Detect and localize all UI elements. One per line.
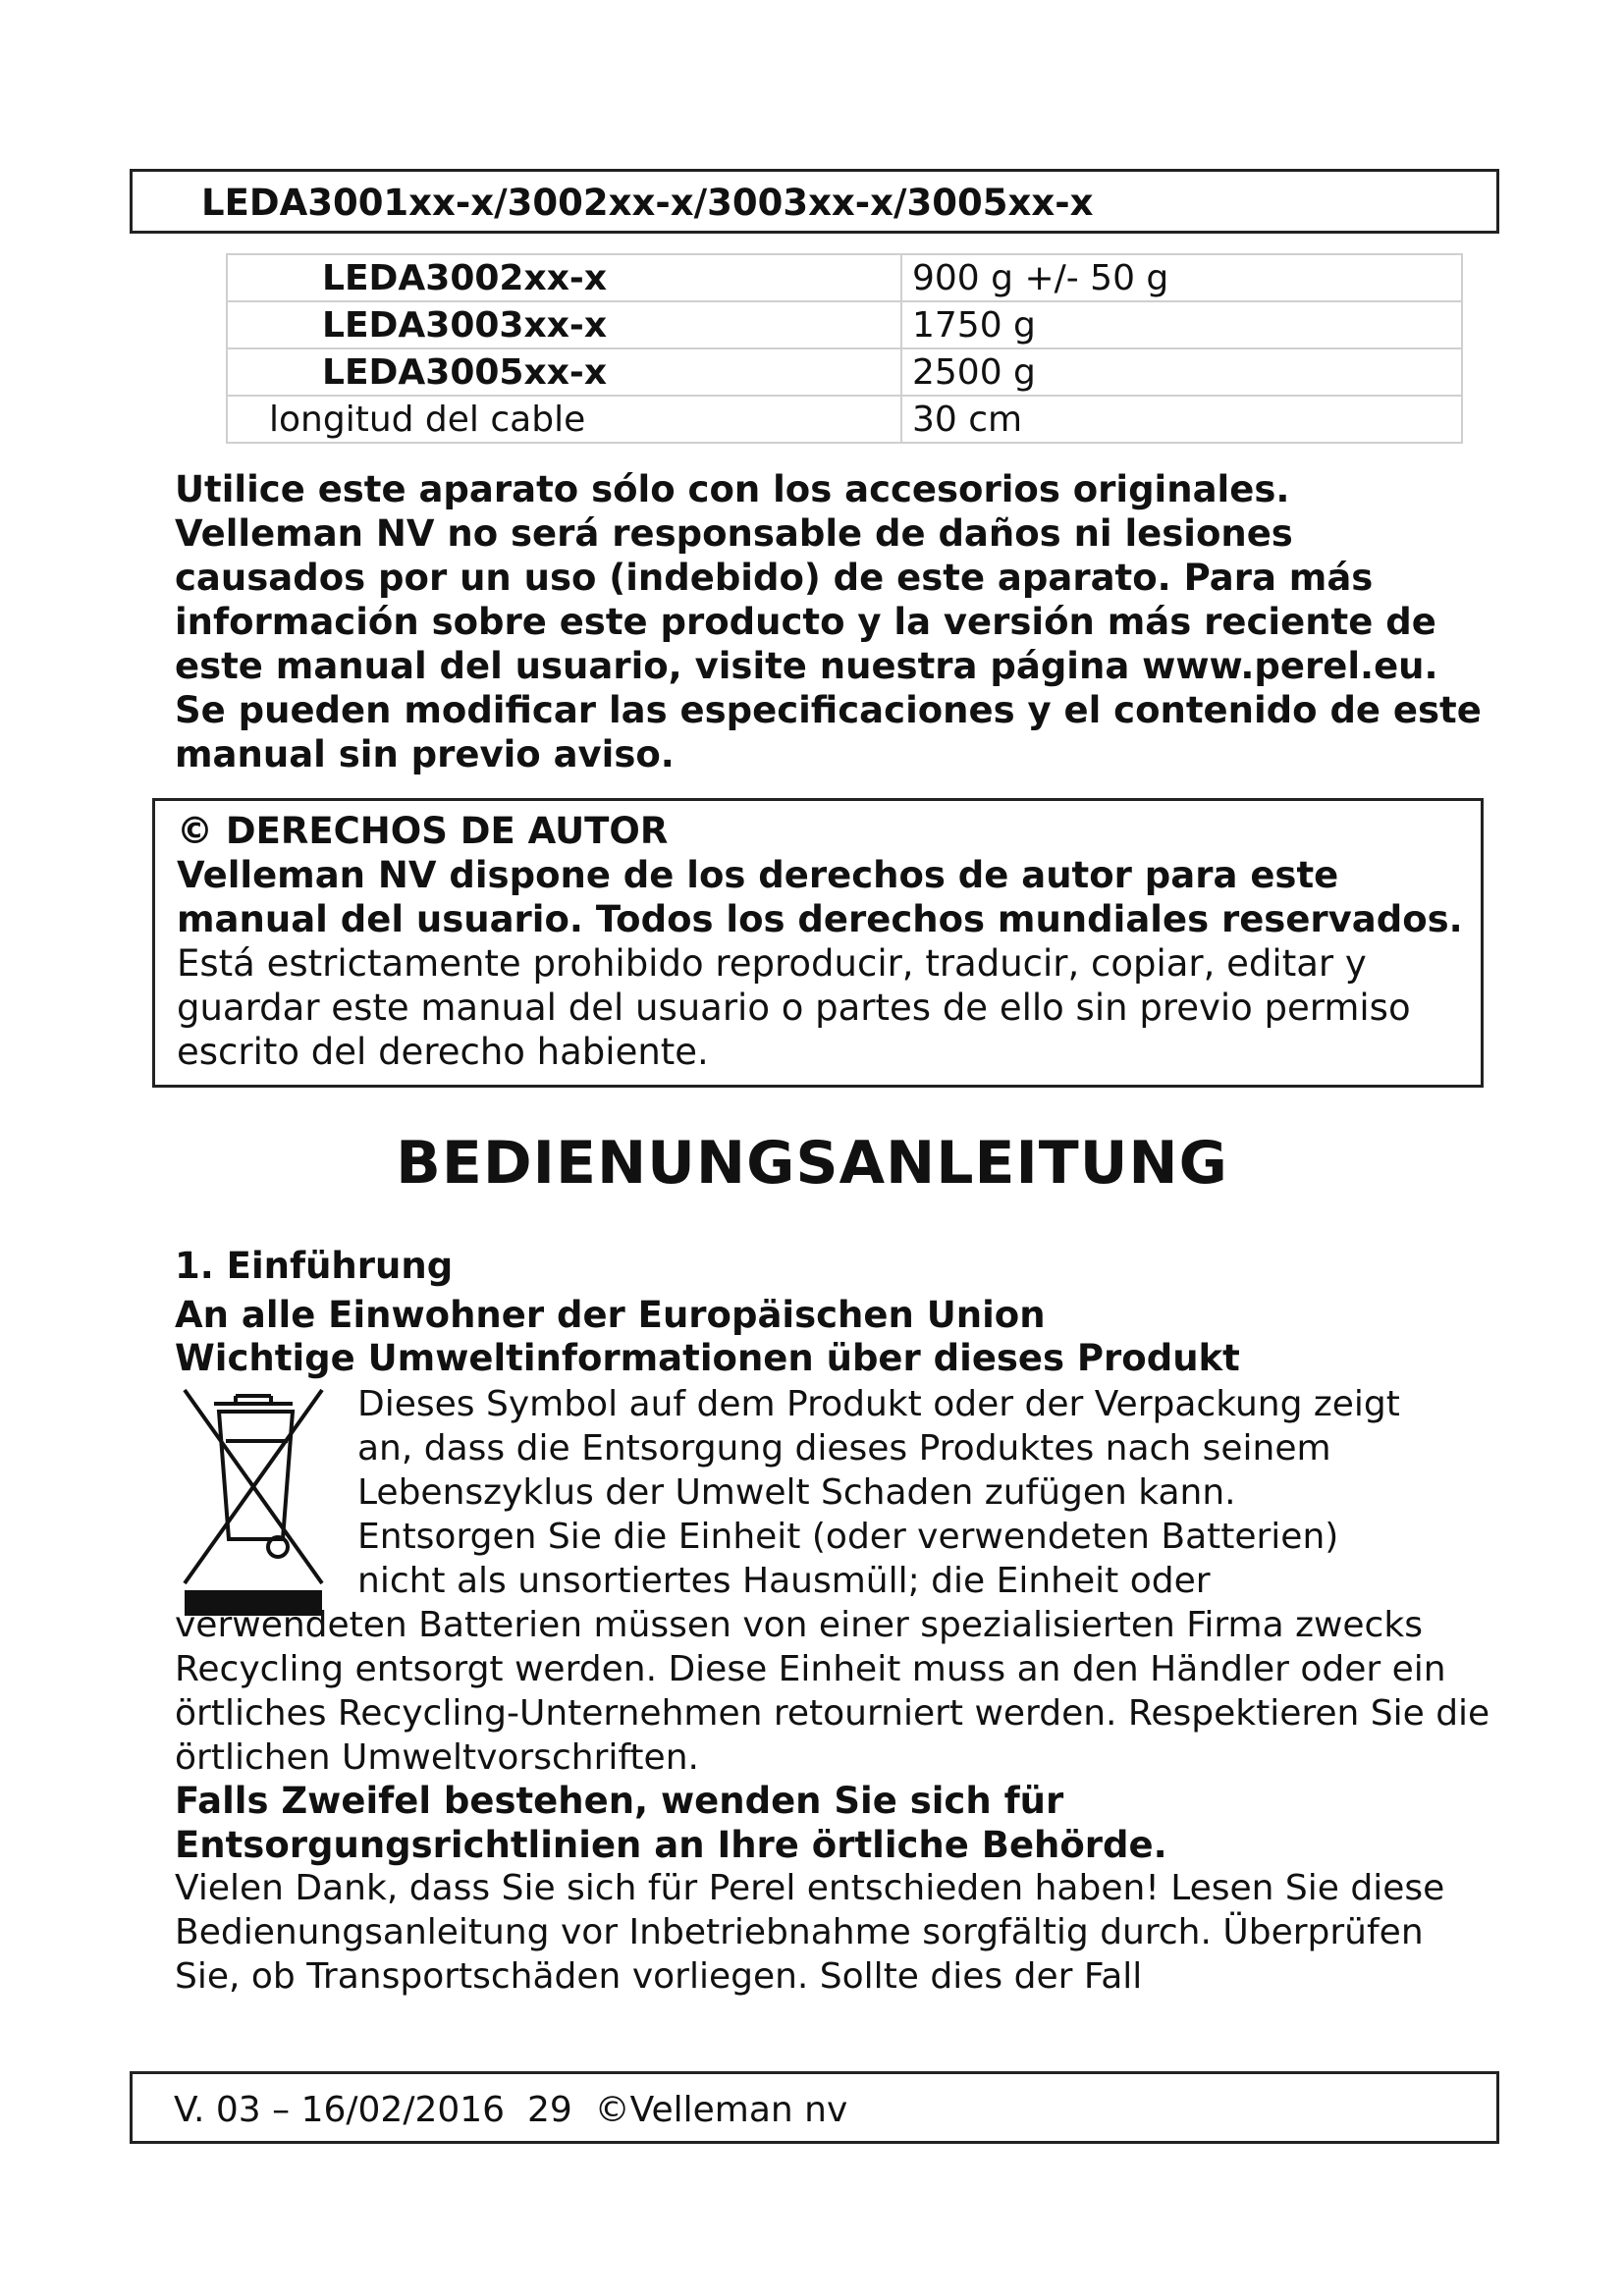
authority-warning: Falls Zweifel bestehen, wenden Sie sich für Entsorgungsrichtlinien an Ihre örtliche Behörde. [175,1780,1167,1866]
model-value: 900 g +/- 50 g [901,254,1462,301]
copyright-normal-text: Está estrictamente prohibido reproducir, traducir, copiar, editar y guardar este manual del usuario o partes de ello sin previo permiso escrito del derecho habiente. [177,942,1411,1073]
subheading-eu-residents: An alle Einwohner der Europäischen Union [175,1294,1046,1336]
model-label: LEDA3002xx-x [227,254,901,301]
table-row [227,396,1462,443]
table-row [227,254,1462,301]
env-line: Lebenszyklus der Umwelt Schaden zufügen kann. [357,1472,1236,1513]
model-value: 1750 g [901,301,1462,348]
footer-text: V. 03 – 16/02/2016 29 ©Velleman nv [174,2090,848,2130]
env-line: nicht als unsortiertes Hausmüll; die Einheit oder [357,1561,1211,1601]
environment-text-continued: verwendeten Batterien müssen von einer spezialisierten Firma zwecks Recycling entsorgt werden. Diese Einheit muss an den Händler oder ein örtliches Recycling-Unternehmen retourniert werden. Respektieren Sie die örtlichen Umweltvorschriften. [175,1605,1490,1778]
environment-text-beside-icon [357,1382,1400,1603]
env-line: Dieses Symbol auf dem Produkt oder der Verpackung zeigt [357,1384,1400,1424]
env-line: Entsorgen Sie die Einheit (oder verwendeten Batterien) [357,1517,1339,1557]
subheading-environment: Wichtige Umweltinformationen über dieses Produkt [175,1337,1240,1379]
page-title: BEDIENUNGSANLEITUNG [396,1129,1228,1198]
thanks-paragraph: Vielen Dank, dass Sie sich für Perel entschieden haben! Lesen Sie diese Bedienungsanleitung vor Inbetriebnahme sorgfältig durch. Überprüfen Sie, ob Transportschäden vorliegen. Sollte dies der Fall [175,1868,1445,1997]
cable-length-value: 30 cm [901,396,1462,443]
table-row [227,348,1462,396]
copyright-bold-text: Velleman NV dispone de los derechos de autor para este manual del usuario. Todos los derechos mundiales reservados. [177,854,1463,940]
header-title: LEDA3001xx-x/3002xx-x/3003xx-x/3005xx-x [201,182,1094,224]
copyright-text [177,809,1463,1074]
copyright-heading: © DERECHOS DE AUTOR [177,810,669,852]
env-line: an, dass die Entsorgung dieses Produktes nach seinem [357,1428,1331,1468]
model-label: LEDA3003xx-x [227,301,901,348]
footer-box [130,2071,1499,2144]
copyright-box [152,798,1484,1088]
table-row [227,301,1462,348]
header-box [130,169,1499,234]
spec-table [226,253,1463,444]
cable-length-label: longitud del cable [227,396,901,443]
disclaimer-paragraph: Utilice este aparato sólo con los accesorios originales. Velleman NV no será responsable de daños ni lesiones causados por un uso (indebido) de este aparato. Para más información sobre este producto y la versión más reciente de este manual del usuario, visite nuestra página www.perel.eu. Se pueden modificar las especificaciones y el contenido de este manual sin previo aviso. [175,468,1482,775]
crossed-out-wheelie-bin-icon [175,1382,332,1618]
section-heading: 1. Einführung [175,1245,454,1287]
model-value: 2500 g [901,348,1462,396]
model-label: LEDA3005xx-x [227,348,901,396]
